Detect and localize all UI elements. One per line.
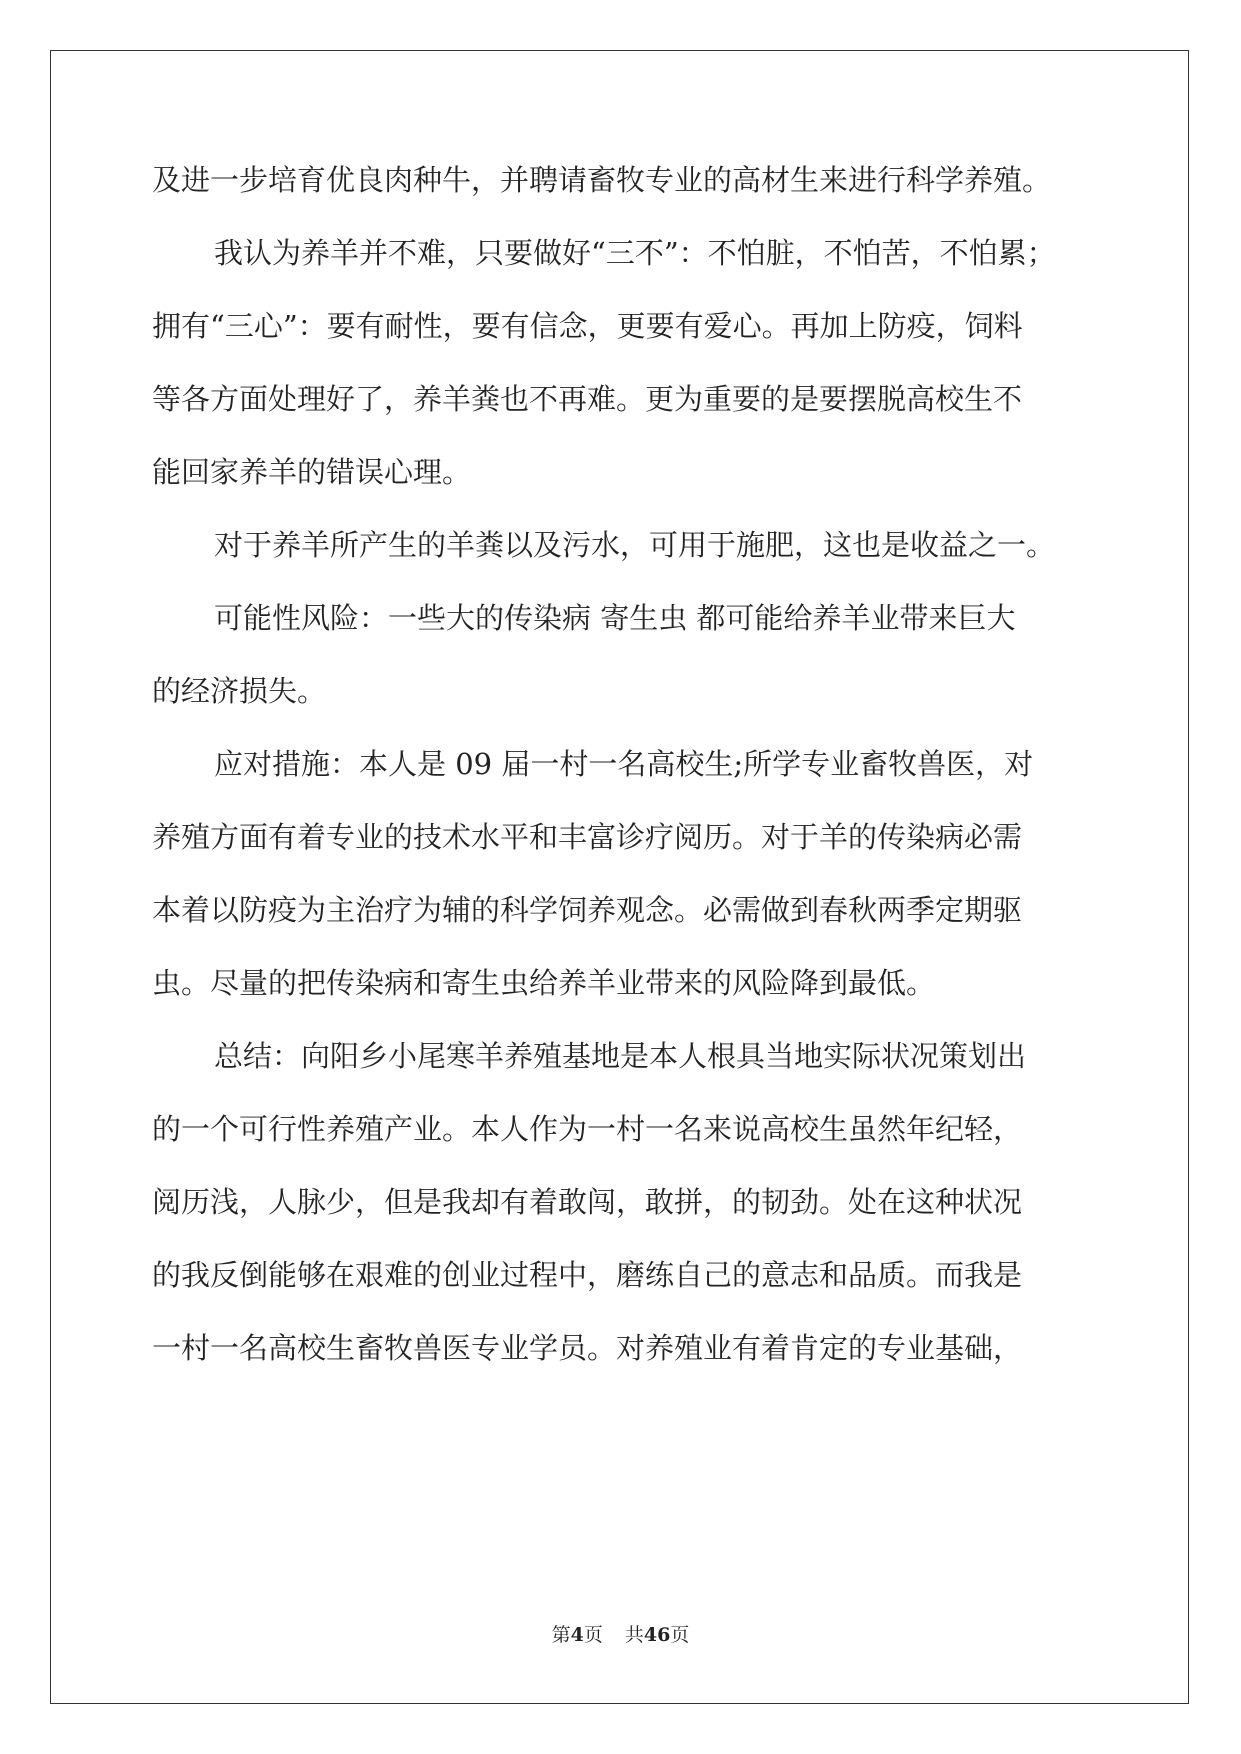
page-suffix: 页 [583, 1624, 603, 1646]
text-line: 可能性风险：一些大的传染病 寄生虫 都可能给养羊业带来巨大 [214, 601, 1016, 635]
text-line: 总结：向阳乡小尾寒羊养殖基地是本人根具当地实际状况策划出 [214, 1039, 1027, 1073]
text-line: 一村一名高校生畜牧兽医专业学员。对养殖业有着肯定的专业基础， [152, 1331, 1023, 1365]
text-line: 阅历浅，人脉少，但是我却有着敢闯，敢拼，的韧劲。处在这种状况 [152, 1185, 1023, 1219]
total-pages: 46 [643, 1624, 671, 1646]
text-line: 的我反倒能够在艰难的创业过程中，磨练自己的意志和品质。而我是 [152, 1258, 1023, 1292]
text-line: 等各方面处理好了，养羊粪也不再难。更为重要的是要摆脱高校生不 [152, 382, 1023, 416]
text-line: 本着以防疫为主治疗为辅的科学饲养观念。必需做到春秋两季定期驱 [152, 893, 1023, 927]
text-line: 能回家养羊的错误心理。 [152, 455, 472, 489]
total-prefix: 共 [624, 1624, 644, 1646]
total-suffix: 页 [670, 1624, 690, 1646]
text-line: 虫。尽量的把传染病和寄生虫给养羊业带来的风险降到最低。 [152, 966, 936, 1000]
page-prefix: 第 [551, 1624, 571, 1646]
text-line: 应对措施：本人是 09 届一村一名高校生;所学专业畜牧兽医，对 [214, 747, 1034, 781]
text-line: 我认为养羊并不难，只要做好“三不”：不怕脏，不怕苦，不怕累； [214, 236, 1056, 270]
text-line: 及进一步培育优良肉种牛，并聘请畜牧专业的高材生来进行科学养殖。 [152, 163, 1052, 197]
text-line: 养殖方面有着专业的技术水平和丰富诊疗阅历。对于羊的传染病必需 [152, 820, 1023, 854]
text-line: 对于养羊所产生的羊粪以及污水，可用于施肥，这也是收益之一。 [214, 528, 1056, 562]
page-number: 4 [570, 1624, 584, 1646]
page-border [50, 50, 1189, 1704]
text-line: 拥有“三心”：要有耐性，要有信念，更要有爱心。再加上防疫，饲料 [152, 309, 1023, 343]
page-footer [0, 1620, 1241, 1647]
text-line: 的经济损失。 [152, 674, 327, 708]
text-line: 的一个可行性养殖产业。本人作为一村一名来说高校生虽然年纪轻， [152, 1112, 1023, 1146]
